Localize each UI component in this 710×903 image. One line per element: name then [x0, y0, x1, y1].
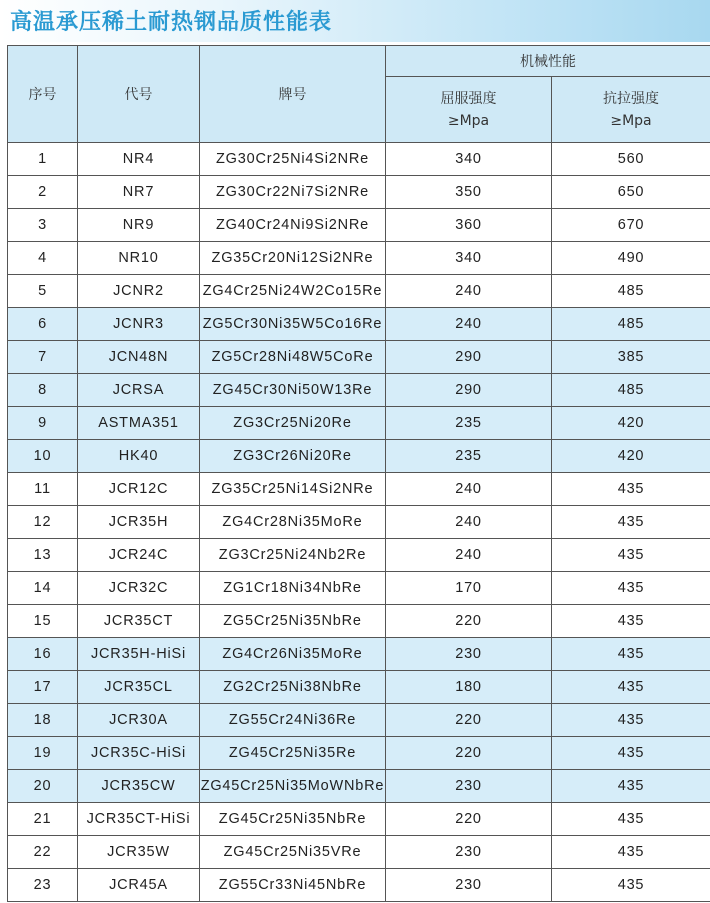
page-title: 高温承压稀土耐热钢品质性能表	[10, 10, 333, 35]
cell-code: JCN48N	[78, 341, 200, 374]
header-code: 代号	[78, 46, 200, 143]
cell-seq: 1	[8, 143, 78, 176]
cell-tensile: 420	[552, 440, 710, 473]
cell-code: JCR35W	[78, 836, 200, 869]
cell-grade: ZG1Cr18Ni34NbRe	[200, 572, 386, 605]
table-row	[8, 704, 710, 737]
cell-tensile: 435	[552, 803, 710, 836]
table-row	[8, 209, 710, 242]
cell-yield: 230	[386, 869, 552, 902]
cell-grade: ZG35Cr20Ni12Si2NRe	[200, 242, 386, 275]
table-row	[8, 242, 710, 275]
cell-seq: 20	[8, 770, 78, 803]
cell-tensile: 385	[552, 341, 710, 374]
cell-seq: 9	[8, 407, 78, 440]
table-row	[8, 638, 710, 671]
cell-tensile: 435	[552, 605, 710, 638]
cell-yield: 360	[386, 209, 552, 242]
cell-yield: 235	[386, 407, 552, 440]
cell-code: JCR35CT	[78, 605, 200, 638]
table-row	[8, 605, 710, 638]
cell-tensile: 650	[552, 176, 710, 209]
cell-tensile: 435	[552, 737, 710, 770]
table-container	[7, 45, 710, 903]
cell-code: JCR32C	[78, 572, 200, 605]
table-row	[8, 737, 710, 770]
table-row	[8, 506, 710, 539]
cell-seq: 18	[8, 704, 78, 737]
cell-grade: ZG5Cr25Ni35NbRe	[200, 605, 386, 638]
cell-code: JCR12C	[78, 473, 200, 506]
cell-grade: ZG4Cr26Ni35MoRe	[200, 638, 386, 671]
cell-tensile: 670	[552, 209, 710, 242]
cell-seq: 3	[8, 209, 78, 242]
header-yield-unit: ≥Mpa	[447, 112, 490, 129]
cell-seq: 15	[8, 605, 78, 638]
header-tensile-strength	[552, 77, 710, 143]
cell-grade: ZG45Cr25Ni35VRe	[200, 836, 386, 869]
cell-yield: 170	[386, 572, 552, 605]
title-bar	[0, 0, 710, 42]
cell-grade: ZG45Cr25Ni35Re	[200, 737, 386, 770]
table-row	[8, 770, 710, 803]
cell-seq: 19	[8, 737, 78, 770]
cell-seq: 6	[8, 308, 78, 341]
cell-tensile: 435	[552, 770, 710, 803]
cell-grade: ZG4Cr25Ni24W2Co15Re	[200, 275, 386, 308]
cell-yield: 220	[386, 803, 552, 836]
table-row	[8, 539, 710, 572]
cell-yield: 230	[386, 770, 552, 803]
cell-tensile: 435	[552, 638, 710, 671]
cell-grade: ZG55Cr24Ni36Re	[200, 704, 386, 737]
cell-tensile: 435	[552, 704, 710, 737]
cell-code: NR10	[78, 242, 200, 275]
cell-code: JCR35CT-HiSi	[78, 803, 200, 836]
cell-yield: 240	[386, 275, 552, 308]
cell-grade: ZG45Cr25Ni35MoWNbRe	[200, 770, 386, 803]
header-tensile-unit: ≥Mpa	[610, 112, 652, 129]
table-row	[8, 341, 710, 374]
table-row	[8, 275, 710, 308]
table-row	[8, 374, 710, 407]
cell-code: JCR35H	[78, 506, 200, 539]
cell-seq: 23	[8, 869, 78, 902]
cell-grade: ZG30Cr25Ni4Si2NRe	[200, 143, 386, 176]
cell-yield: 350	[386, 176, 552, 209]
cell-yield: 220	[386, 605, 552, 638]
cell-code: JCNR2	[78, 275, 200, 308]
cell-grade: ZG55Cr33Ni45NbRe	[200, 869, 386, 902]
cell-tensile: 485	[552, 374, 710, 407]
cell-yield: 340	[386, 242, 552, 275]
cell-seq: 4	[8, 242, 78, 275]
cell-code: JCR35C-HiSi	[78, 737, 200, 770]
cell-seq: 22	[8, 836, 78, 869]
cell-code: HK40	[78, 440, 200, 473]
cell-seq: 8	[8, 374, 78, 407]
table-row	[8, 143, 710, 176]
table-body	[8, 143, 710, 902]
cell-grade: ZG5Cr30Ni35W5Co16Re	[200, 308, 386, 341]
header-mechanical-properties: 机械性能	[386, 46, 710, 77]
cell-code: JCR35H-HiSi	[78, 638, 200, 671]
cell-yield: 240	[386, 308, 552, 341]
cell-grade: ZG30Cr22Ni7Si2NRe	[200, 176, 386, 209]
cell-grade: ZG3Cr25Ni20Re	[200, 407, 386, 440]
cell-yield: 240	[386, 473, 552, 506]
cell-seq: 13	[8, 539, 78, 572]
cell-tensile: 435	[552, 473, 710, 506]
cell-tensile: 435	[552, 572, 710, 605]
header-tensile-label: 抗拉强度	[603, 90, 659, 107]
table-row	[8, 803, 710, 836]
cell-yield: 220	[386, 737, 552, 770]
cell-seq: 5	[8, 275, 78, 308]
cell-grade: ZG3Cr25Ni24Nb2Re	[200, 539, 386, 572]
cell-seq: 21	[8, 803, 78, 836]
cell-tensile: 435	[552, 869, 710, 902]
cell-code: JCRSA	[78, 374, 200, 407]
header-seq: 序号	[8, 46, 78, 143]
header-grade: 牌号	[200, 46, 386, 143]
cell-tensile: 435	[552, 836, 710, 869]
cell-tensile: 560	[552, 143, 710, 176]
table-row	[8, 836, 710, 869]
cell-code: JCR24C	[78, 539, 200, 572]
table-row	[8, 473, 710, 506]
cell-code: ASTMA351	[78, 407, 200, 440]
cell-tensile: 485	[552, 275, 710, 308]
cell-yield: 180	[386, 671, 552, 704]
cell-seq: 7	[8, 341, 78, 374]
cell-seq: 2	[8, 176, 78, 209]
cell-yield: 240	[386, 506, 552, 539]
cell-grade: ZG45Cr25Ni35NbRe	[200, 803, 386, 836]
cell-grade: ZG2Cr25Ni38NbRe	[200, 671, 386, 704]
table-row	[8, 407, 710, 440]
cell-tensile: 485	[552, 308, 710, 341]
cell-code: JCR35CW	[78, 770, 200, 803]
cell-yield: 290	[386, 374, 552, 407]
cell-tensile: 435	[552, 671, 710, 704]
cell-seq: 14	[8, 572, 78, 605]
table-header	[8, 46, 710, 143]
cell-seq: 10	[8, 440, 78, 473]
cell-code: JCR30A	[78, 704, 200, 737]
cell-yield: 240	[386, 539, 552, 572]
cell-grade: ZG5Cr28Ni48W5CoRe	[200, 341, 386, 374]
header-yield-strength	[386, 77, 552, 143]
header-yield-label: 屈服强度	[440, 90, 497, 107]
table-row	[8, 869, 710, 902]
cell-tensile: 435	[552, 539, 710, 572]
cell-seq: 12	[8, 506, 78, 539]
cell-tensile: 420	[552, 407, 710, 440]
cell-code: JCR45A	[78, 869, 200, 902]
cell-code: NR4	[78, 143, 200, 176]
cell-code: JCNR3	[78, 308, 200, 341]
cell-seq: 16	[8, 638, 78, 671]
cell-yield: 220	[386, 704, 552, 737]
cell-grade: ZG3Cr26Ni20Re	[200, 440, 386, 473]
cell-seq: 11	[8, 473, 78, 506]
cell-code: NR7	[78, 176, 200, 209]
cell-code: JCR35CL	[78, 671, 200, 704]
cell-yield: 340	[386, 143, 552, 176]
cell-tensile: 435	[552, 506, 710, 539]
cell-seq: 17	[8, 671, 78, 704]
cell-yield: 290	[386, 341, 552, 374]
cell-grade: ZG45Cr30Ni50W13Re	[200, 374, 386, 407]
cell-yield: 230	[386, 638, 552, 671]
cell-grade: ZG40Cr24Ni9Si2NRe	[200, 209, 386, 242]
table-row	[8, 308, 710, 341]
table-row	[8, 176, 710, 209]
cell-yield: 235	[386, 440, 552, 473]
table-row	[8, 572, 710, 605]
cell-grade: ZG4Cr28Ni35MoRe	[200, 506, 386, 539]
cell-tensile: 490	[552, 242, 710, 275]
properties-table	[7, 45, 710, 902]
cell-code: NR9	[78, 209, 200, 242]
cell-yield: 230	[386, 836, 552, 869]
table-row	[8, 671, 710, 704]
table-row	[8, 440, 710, 473]
cell-grade: ZG35Cr25Ni14Si2NRe	[200, 473, 386, 506]
